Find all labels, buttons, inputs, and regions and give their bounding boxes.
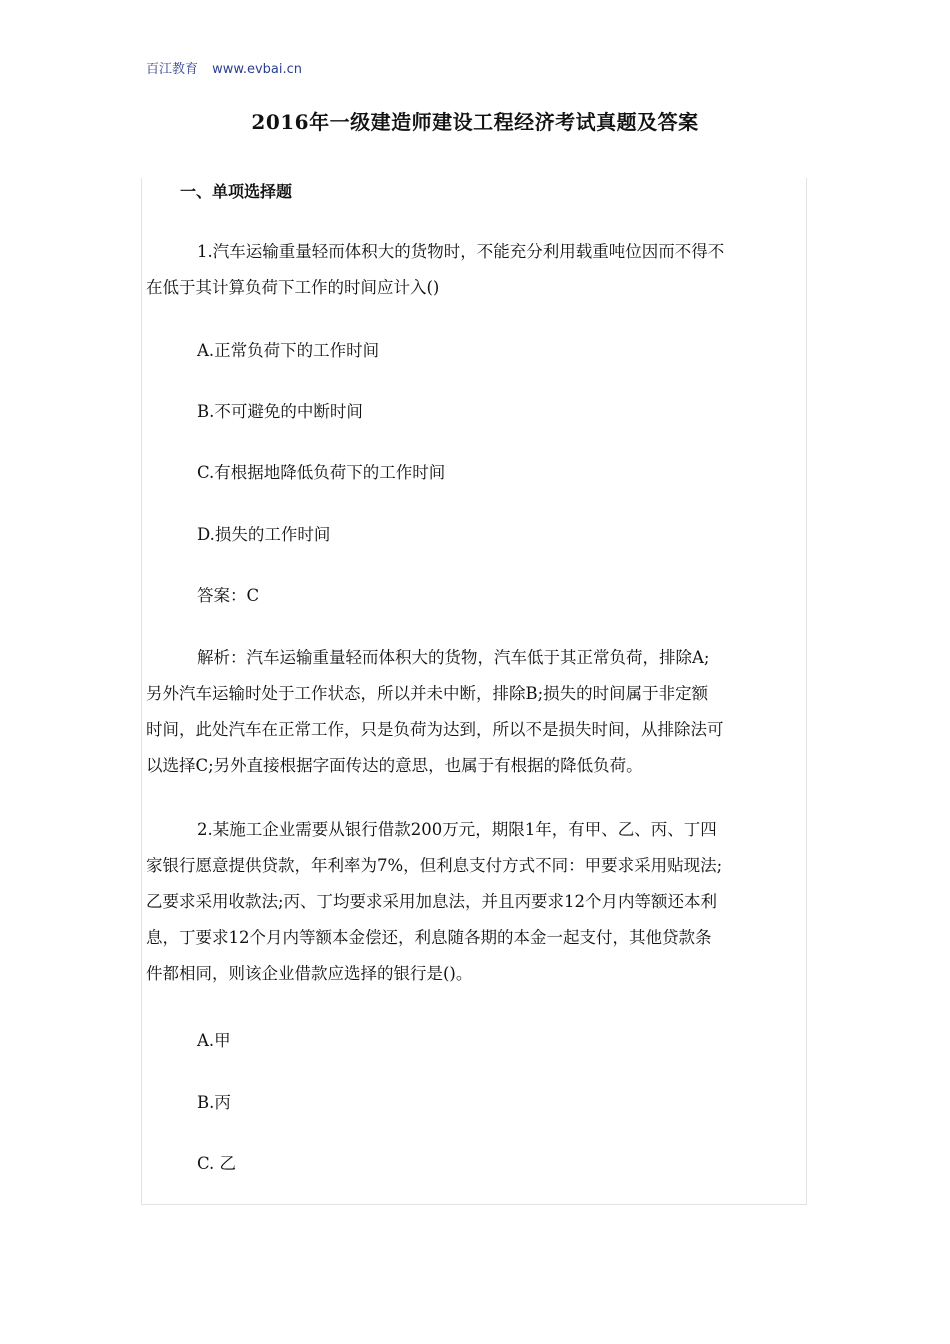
q1-analysis-line: 解析：汽车运输重量轻而体积大的货物，汽车低于其正常负荷，排除A;	[197, 648, 710, 667]
q2-stem-line: 乙要求采用收款法;丙、丁均要求采用加息法，并且丙要求12个月内等额还本利	[146, 892, 718, 911]
q2-stem-line: 2.某施工企业需要从银行借款200万元，期限1年，有甲、乙、丙、丁四	[197, 820, 717, 839]
page-header	[146, 58, 302, 77]
q1-option-a: A.正常负荷下的工作时间	[197, 341, 380, 360]
q1-answer: 答案：C	[197, 586, 260, 605]
q1-stem	[146, 234, 816, 306]
q1-stem-line: 在低于其计算负荷下工作的时间应计入()	[146, 278, 440, 297]
q1-stem-line: 1.汽车运输重量轻而体积大的货物时，不能充分利用载重吨位因而不得不	[197, 242, 725, 261]
q2-option-a: A.甲	[197, 1031, 231, 1050]
q1-option-d: D.损失的工作时间	[197, 525, 331, 544]
q2-option-c: C. 乙	[197, 1154, 237, 1173]
q1-analysis	[146, 640, 816, 784]
q1-analysis-line: 以选择C;另外直接根据字面传达的意思，也属于有根据的降低负荷。	[146, 756, 643, 775]
q1-analysis-line: 另外汽车运输时处于工作状态，所以并未中断，排除B;损失的时间属于非定额	[146, 684, 709, 703]
q1-option-b: B.不可避免的中断时间	[197, 402, 363, 421]
q1-analysis-line: 时间，此处汽车在正常工作，只是负荷为达到，所以不是损失时间，从排除法可	[146, 720, 724, 739]
document-title: 2016年一级建造师建设工程经济考试真题及答案	[251, 110, 699, 134]
header-url-link[interactable]: www.evbai.cn	[212, 62, 303, 77]
header-brand: 百江教育	[146, 62, 199, 77]
q2-stem-line: 件都相同，则该企业借款应选择的银行是()。	[146, 964, 473, 983]
section-heading: 一、单项选择题	[180, 182, 293, 201]
q1-option-c: C.有根据地降低负荷下的工作时间	[197, 463, 446, 482]
q2-stem	[146, 812, 816, 992]
q2-option-b: B.丙	[197, 1093, 231, 1112]
q2-stem-line: 息，丁要求12个月内等额本金偿还，利息随各期的本金一起支付，其他贷款条	[146, 928, 712, 947]
q2-stem-line: 家银行愿意提供贷款，年利率为7%，但利息支付方式不同：甲要求采用贴现法;	[146, 856, 723, 875]
